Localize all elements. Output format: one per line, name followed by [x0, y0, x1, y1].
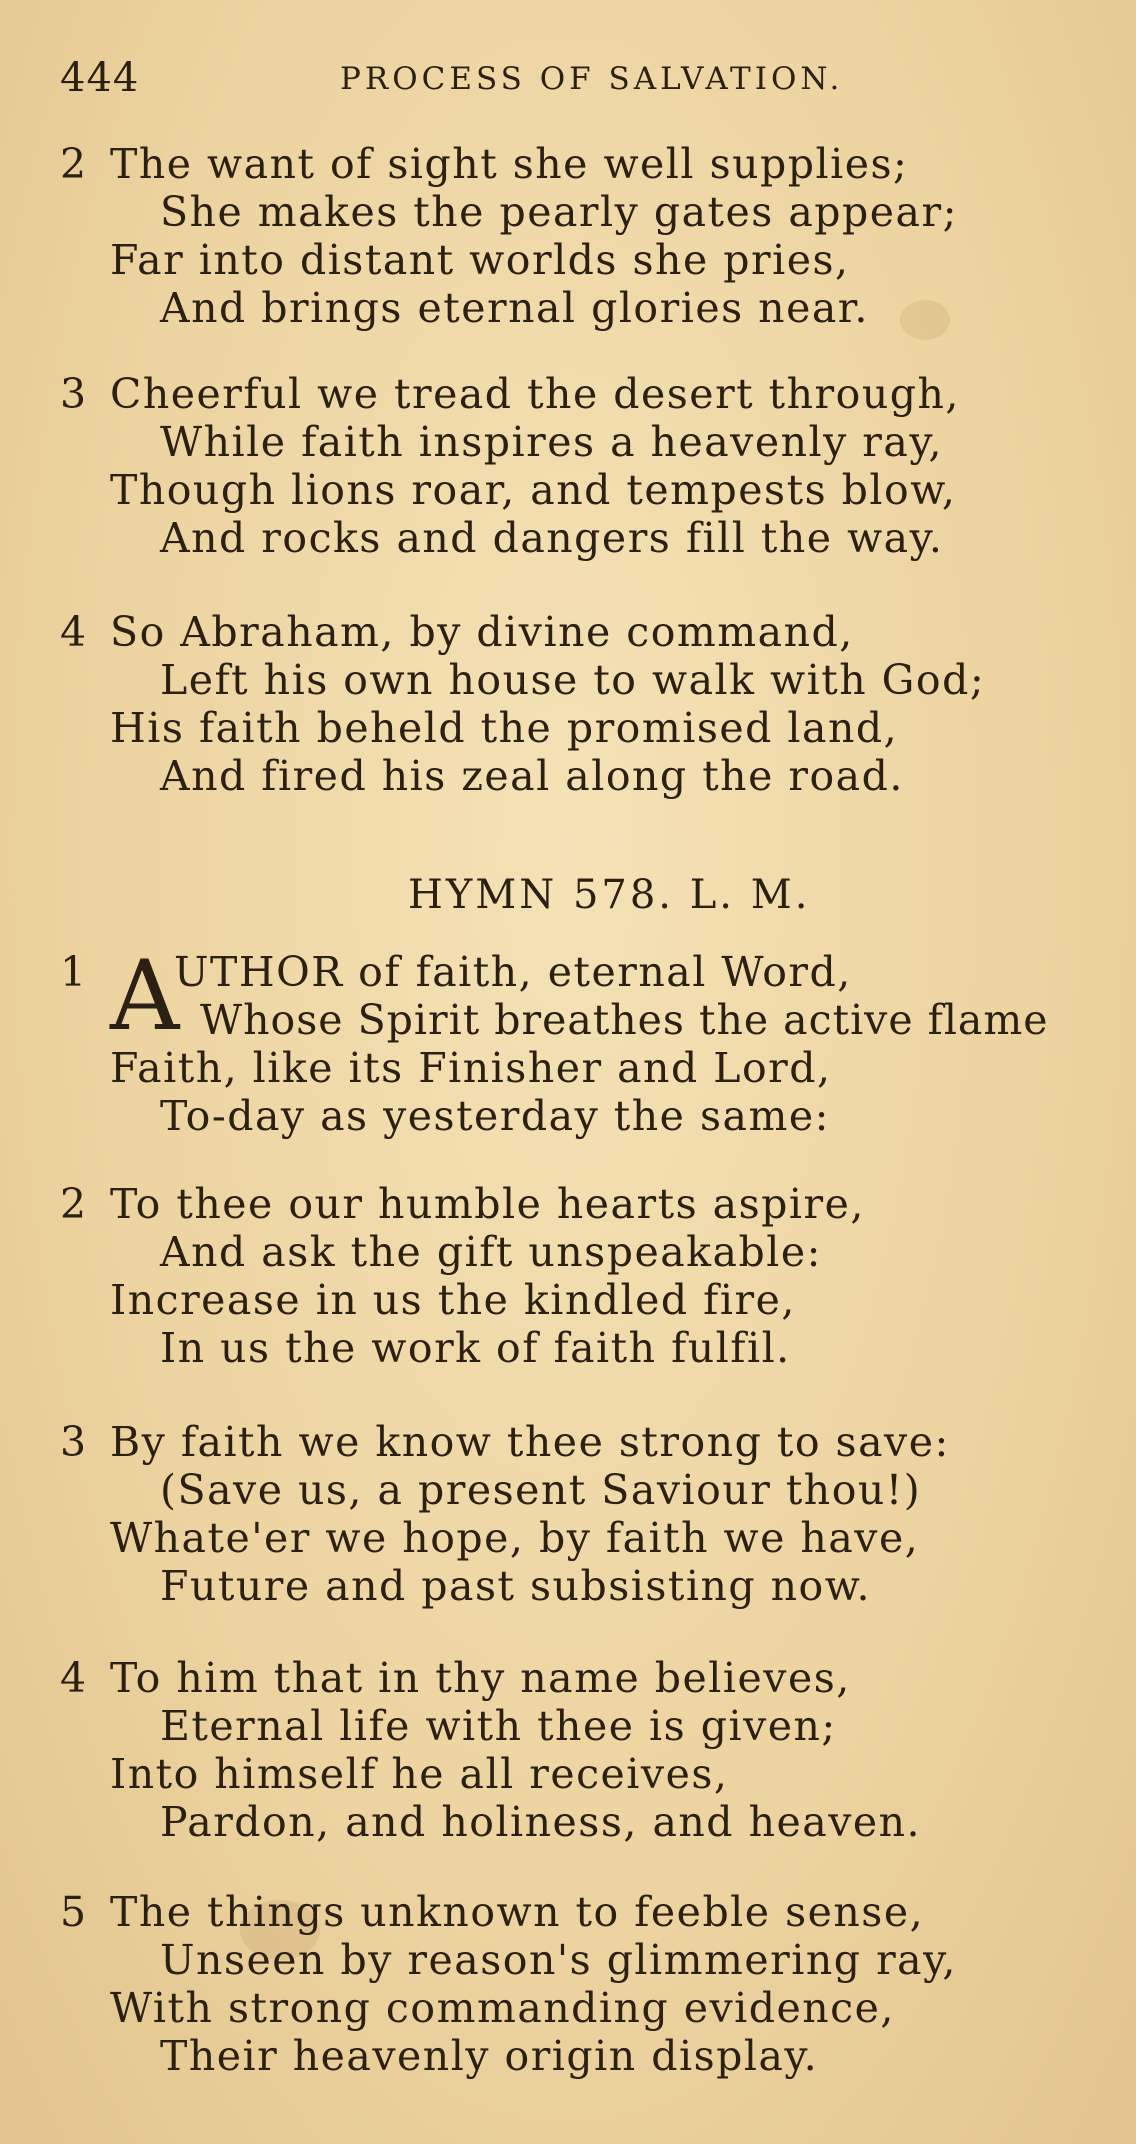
verse-line: And brings eternal glories near. — [160, 284, 869, 332]
verse-line: She makes the pearly gates appear; — [160, 188, 958, 236]
stanza-number: 4 — [60, 608, 88, 656]
verse-line: In us the work of faith fulfil. — [160, 1324, 791, 1372]
verse-line: By faith we know thee strong to save: — [110, 1418, 950, 1466]
verse-line: To-day as yesterday the same: — [160, 1092, 830, 1140]
verse-line: (Save us, a present Saviour thou!) — [160, 1466, 922, 1514]
verse-line: And rocks and dangers fill the way. — [160, 514, 944, 562]
verse-line: Eternal life with thee is given; — [160, 1702, 837, 1750]
verse-line: The want of sight she well supplies; — [110, 140, 909, 188]
verse-line: While faith inspires a heavenly ray, — [160, 418, 944, 466]
stanza-number: 1 — [60, 948, 88, 996]
running-title: PROCESS OF SALVATION. — [340, 61, 844, 97]
hymn-heading: HYMN 578. L. M. — [408, 872, 811, 918]
verse-line: The things unknown to feeble sense, — [110, 1888, 925, 1936]
verse-line: Increase in us the kindled fire, — [110, 1276, 796, 1324]
stanza-number: 3 — [60, 1418, 88, 1466]
verse-line: Far into distant worlds she pries, — [110, 236, 850, 284]
stanza-number: 4 — [60, 1654, 88, 1702]
verse-line: With strong commanding evidence, — [110, 1984, 895, 2032]
page-header — [60, 55, 1060, 115]
verse-line: Pardon, and holiness, and heaven. — [160, 1798, 922, 1846]
stanza-number: 2 — [60, 1180, 88, 1228]
stanza-number: 2 — [60, 140, 88, 188]
paper-stain — [900, 300, 950, 340]
verse-line: Their heavenly origin display. — [160, 2032, 819, 2080]
verse-line: Cheerful we tread the desert through, — [110, 370, 960, 418]
verse-line: Whate'er we hope, by faith we have, — [110, 1514, 920, 1562]
verse-line: And ask the gift unspeakable: — [160, 1228, 822, 1276]
verse-line: His faith beheld the promised land, — [110, 704, 899, 752]
verse-line: Future and past subsisting now. — [160, 1562, 872, 1610]
verse-line: Unseen by reason's glimmering ray, — [160, 1936, 957, 1984]
stanza-number: 5 — [60, 1888, 88, 1936]
verse-line: Left his own house to walk with God; — [160, 656, 986, 704]
verse-line: Though lions roar, and tempests blow, — [110, 466, 957, 514]
verse-line: Whose Spirit breathes the active flame — [200, 996, 1049, 1044]
verse-line: And fired his zeal along the road. — [160, 752, 904, 800]
verse-line: To thee our humble hearts aspire, — [110, 1180, 865, 1228]
verse-line: Into himself he all receives, — [110, 1750, 729, 1798]
verse-line: To him that in thy name believes, — [110, 1654, 851, 1702]
verse-line: UTHOR of faith, eternal Word, — [174, 948, 852, 996]
drop-cap: A — [110, 940, 180, 1052]
page-number: 444 — [60, 55, 140, 101]
verse-line: Faith, like its Finisher and Lord, — [110, 1044, 832, 1092]
verse-line: So Abraham, by divine command, — [110, 608, 854, 656]
stanza-number: 3 — [60, 370, 88, 418]
